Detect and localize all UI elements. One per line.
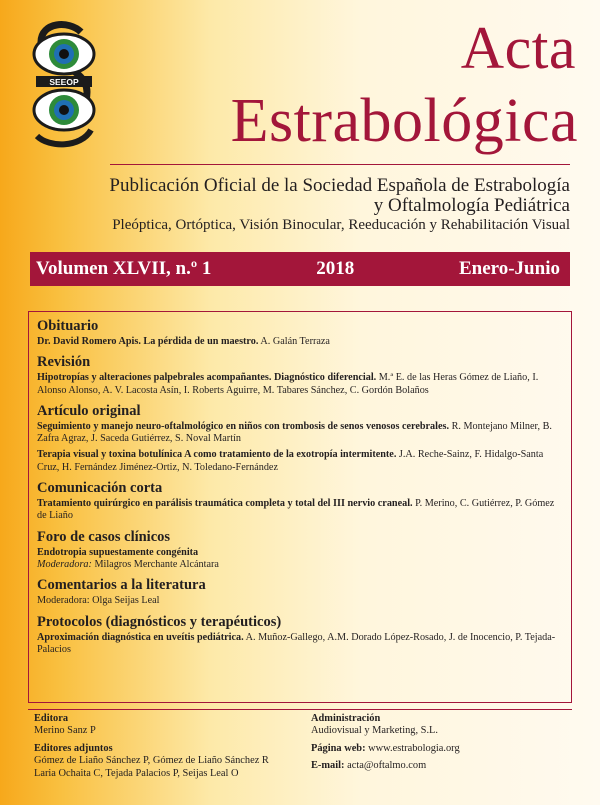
adjuntos-label: Editores adjuntos	[34, 742, 113, 754]
email-line	[311, 760, 460, 772]
article-title: Tratamiento quirúrgico en parálisis traumática completa y total del III nervio craneal.	[37, 498, 413, 510]
subtitle-line1: Publicación Oficial de la Sociedad Española de Estrabología	[109, 175, 570, 196]
svg-text:SEEOP: SEEOP	[49, 77, 79, 87]
subtitle-line3: Pleóptica, Ortóptica, Visión Binocular, Reeducación y Rehabilitación Visual	[112, 217, 570, 233]
article-authors: A. Muñoz-Gallego, A.M. Dorado López-Rosado, J. de Inocencio, P. Tejada-Palacios	[37, 631, 556, 655]
web-label: Página web:	[311, 742, 366, 754]
article-title: Seguimiento y manejo neuro-oftalmológico en niños con trombosis de senos venosos cerebrales.	[37, 420, 450, 432]
issue-band	[30, 252, 570, 286]
article-authors: J.A. Reche-Sainz, F. Hidalgo-Santa Cruz, H. Fernández Jiménez-Ortiz, N. Toledano-Fernández	[37, 449, 544, 473]
admin-name: Audiovisual y Marketing, S.L.	[311, 725, 438, 737]
section-heading: Obituario	[37, 318, 99, 334]
article-authors: M.ª E. de las Heras Gómez de Liaño, I. Alonso Alonso, A. V. Lacosta Asín, I. Roberts Aguirre, M. Tabares Sánchez, C. Gordón Bolaños	[37, 372, 539, 396]
editor-name: Merino Sanz P	[34, 725, 96, 737]
section-heading: Comentarios a la literatura	[37, 577, 206, 594]
article-entry	[37, 449, 563, 474]
article-title: Dr. David Romero Apis. La pérdida de un maestro.	[37, 336, 259, 347]
admin-label: Administración	[311, 713, 381, 724]
email-label: E-mail:	[311, 760, 345, 772]
subtitle-line2: y Oftalmología Pediátrica	[373, 195, 570, 216]
section-protocolos	[37, 613, 563, 657]
moderator-line: Moderadora: Olga Seijas Leal	[37, 595, 160, 607]
journal-title-line2: Estrabológica	[230, 87, 578, 155]
email-link[interactable]: acta@oftalmo.com	[347, 760, 427, 772]
article-authors: A. Galán Terraza	[260, 336, 330, 347]
section-articulo-original	[37, 402, 563, 474]
masthead-divider	[110, 164, 570, 165]
article-entry	[37, 547, 563, 559]
article-authors: R. Montejano Milner, B. Zafra Agraz, J. Saceda Gutiérrez, S. Noval Martín	[37, 420, 552, 445]
issue-year: 2018	[316, 258, 355, 279]
contents-box	[28, 311, 572, 703]
article-entry	[37, 336, 563, 348]
seeop-logo-icon	[29, 18, 99, 150]
footer-editors	[34, 713, 269, 780]
section-obituario	[37, 317, 563, 348]
moderator-label: Moderadora:	[37, 558, 92, 570]
moderator-name: Milagros Merchante Alcántara	[94, 558, 219, 570]
adjuntos-line2: Laria Ochaita C, Tejada Palacios P, Seijas Leal O	[34, 767, 239, 779]
web-line	[311, 743, 460, 755]
footer-divider	[28, 709, 572, 710]
article-title: Hipotropías y alteraciones palpebrales acompañantes. Diagnóstico diferencial.	[37, 372, 377, 384]
editor-label: Editora	[34, 713, 69, 724]
article-entry	[37, 632, 563, 657]
footer-admin	[311, 713, 460, 773]
article-entry	[37, 372, 563, 397]
moderator-line	[37, 559, 563, 571]
article-title: Terapia visual y toxina botulínica A como tratamiento de la exotropía intermitente.	[37, 449, 397, 461]
section-heading: Artículo original	[37, 402, 141, 419]
issue-period: Enero-Junio	[458, 258, 560, 279]
seeop-logo	[29, 18, 99, 150]
web-link[interactable]: www.estrabologia.org	[368, 742, 460, 754]
article-entry	[37, 498, 563, 523]
section-heading: Comunicación corta	[37, 480, 163, 497]
issue-volume: Volumen XLVII, n.º 1	[36, 258, 212, 279]
article-entry	[37, 421, 563, 446]
article-title: Endotropia supuestamente congénita	[37, 546, 199, 558]
section-heading: Foro de casos clínicos	[37, 528, 171, 545]
section-comentarios	[37, 576, 563, 607]
section-comunicacion-corta	[37, 479, 563, 523]
section-foro-casos	[37, 528, 563, 572]
article-title: Aproximación diagnóstica en uveítis pediátrica.	[37, 631, 244, 643]
section-heading: Revisión	[37, 354, 91, 371]
adjuntos-line1: Gómez de Liaño Sánchez P, Gómez de Liaño Sánchez R	[34, 755, 269, 767]
section-revision	[37, 353, 563, 397]
section-heading: Protocolos (diagnósticos y terapéuticos)	[37, 613, 282, 630]
article-authors: P. Merino, C. Gutiérrez, P. Gómez de Liaño	[37, 498, 555, 522]
journal-title-line1: Acta	[460, 15, 576, 81]
